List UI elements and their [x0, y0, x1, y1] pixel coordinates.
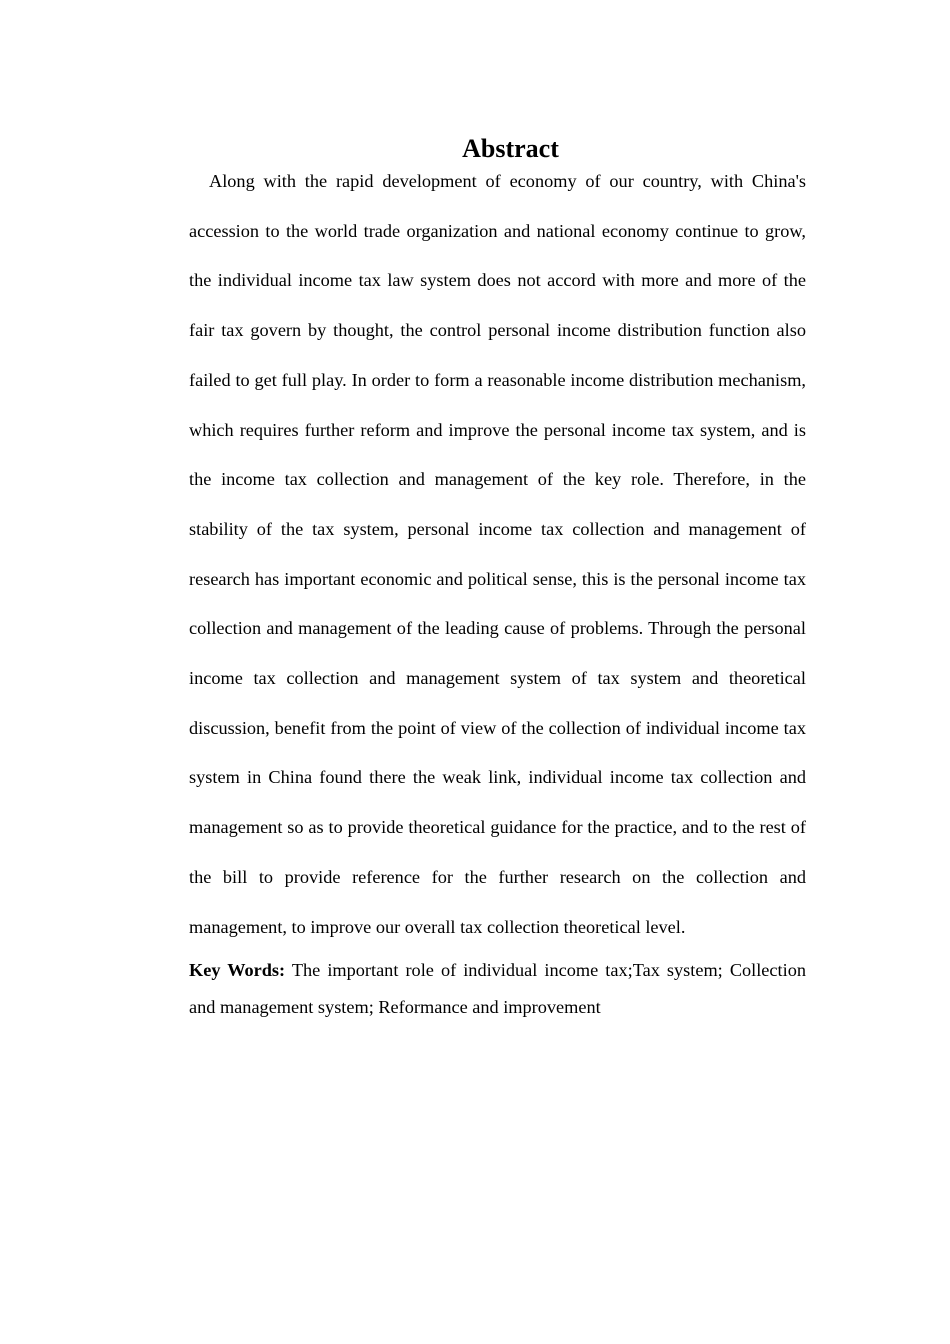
abstract-title: Abstract: [462, 134, 559, 163]
keywords-text: The important role of individual income tax;Tax system; Collection and management system; Reformance and improvement: [189, 960, 806, 1018]
abstract-body: Along with the rapid development of economy of our country, with China's accession to the world trade organization and national economy continue to grow, the individual income tax law system does not accord with more and more of the fair tax govern by thought, the control personal income distribution function also failed to get full play. In order to form a reasonable income distribution mechanism, which requires further reform and improve the personal income tax system, and is the income tax collection and management of the key role. Therefore, in the stability of the tax system, personal income tax collection and management of research has important economic and political sense, this is the personal income tax collection and management of the leading cause of problems. Through the personal income tax collection and management system of tax system and theoretical discussion, benefit from the point of view of the collection of individual income tax system in China found there the weak link, individual income tax collection and management so as to provide theoretical guidance for the practice, and to the rest of the bill to provide reference for the further research on the collection and management, to improve our overall tax collection theoretical level.: [189, 171, 806, 937]
keywords-paragraph: [189, 952, 806, 1026]
document-page: [189, 132, 806, 1026]
keywords-label: Key Words:: [189, 960, 286, 981]
